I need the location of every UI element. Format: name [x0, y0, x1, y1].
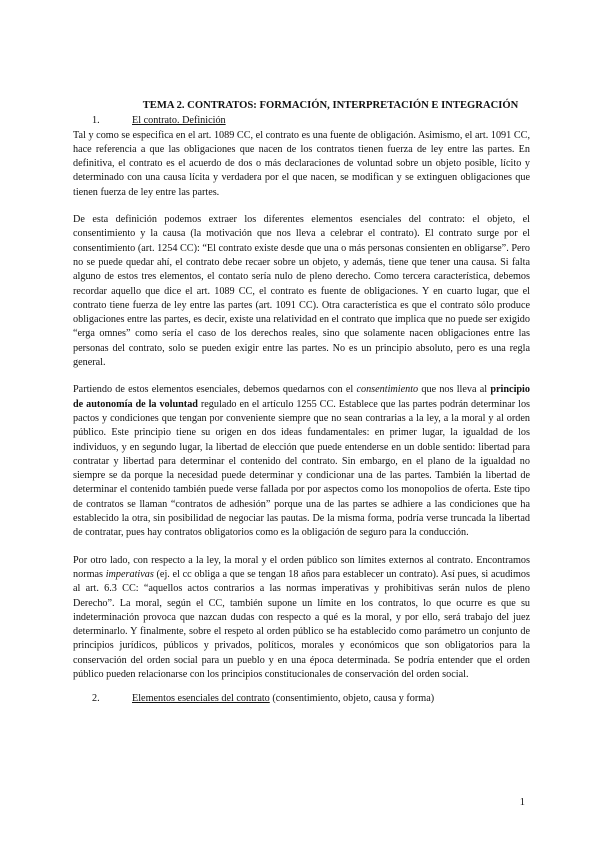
section-1-title: El contrato. Definición: [132, 115, 226, 127]
paragraph-3-text-e: regulado en el artículo 1255 CC. Establece que las partes podrán determinar los pactos y condiciones que tengan por conveniente siempre que no sean contrarias a la ley, a la moral y al orden público. Este principio tiene su origen en dos ideas fundamentales: en primer lugar, la igualdad de los individuos, y en segundo lugar, la libertad de elección que puede entenderse en un doble sentido: libertad para contratar y libertad para determinar el contenido del contrato. Sin embargo, en el plano de la igualdad no siempre se da porque la necesidad puede determinar y condicionar una de las partes. También la libertad de determinar el contenido también puede verse fallada por por aspectos como los monopolios de oferta. Este tipo de contratos se llaman “contratos de adhesión” porque una de las partes se adhiere a las condiciones que ha establecido la otra, sin posibilidad de negociar las pautas. De la misma forma, podría verse truncada la libertad de contratar, pues hay contratos obligatorios como es la obligación de seguro para la conducción.: [73, 398, 530, 539]
section-1-number: 1.: [92, 115, 100, 127]
section-2-number: 2.: [92, 693, 100, 705]
paragraph-2: De esta definición podemos extraer los diferentes elementos esenciales del contrato: el objeto, el consentimiento y la causa (la motivación que nos lleva a celebrar el contrato). El contrato surge por el consentimiento (art. 1254 CC): “El contrato existe desde que una o más personas consienten en obligarse”. Pero no se puede quedar ahí, el contrato debe recaer sobre un objeto, y además, tiene que tener una causa. Si falta alguno de estos tres elementos, el contato sería nulo de pleno derecho. Como tercera característica, debemos recordar aquello que dice el art. 1089 CC, el contrato es fuente de obligaciones. Y en cuarto lugar, que el contrato tiene fuerza de ley entre las partes (art. 1091 CC). Otra característica es que el contrato sólo produce obligaciones entre las partes, es decir, existe una relatividad en el contrato que implica que no puede ser exigido “erga omnes” como sería el caso de los derechos reales, sino que solamente nacen obligaciones entre las personas del contrato, solo se pueden exigir entre las partes. No es un principio absoluto, pero es una regla general.: [73, 214, 530, 369]
document-title: TEMA 2. CONTRATOS: FORMACIÓN, INTERPRETACIÓN E INTEGRACIÓN: [142, 100, 519, 111]
paragraph-3-text-a: Partiendo de estos elementos esenciales, debemos quedarnos con el: [73, 384, 357, 396]
section-2-suffix: (consentimiento, objeto, causa y forma): [269, 693, 435, 705]
paragraph-3-consentimiento: consentimiento: [356, 384, 419, 396]
section-2-heading: [73, 692, 530, 706]
paragraph-4-text-a: Por otro lado, con respecto a la ley, la moral y el orden público son límites externos al contrato. Encontramos normas: [73, 554, 530, 580]
paragraph-4-text-c: (ej. el cc obliga a que se tengan 18 años para establecer un contrato). Así pues, si acudimos al art. 6.3 CC: “aquellos actos contrarios a las normas imperativas y prohibitivas serán nulos de pleno Derecho”. La moral, según el CC, también supone un límite en los contratos, lo que ocurre es que su indeterminación provoca que nazcan dudas con respecto a qué es la moral, y por ello, será trabajo del juez determinarlo. Y finalmente, sobre el respeto al orden público se ha establecido como parámetro un conjunto de principios jurídicos, públicos y privados, políticos, morales y económicos que son obligatorios para la conservación del orden social para un pueblo y en una época determinada. Se podría entender que el orden público pueden relacionarse con los principios constitucionales de conservación del orden social.: [73, 568, 530, 680]
paragraph-4-imperativas: imperativas: [105, 568, 154, 580]
section-1-heading: [73, 114, 530, 128]
page-number: 1: [519, 797, 525, 808]
paragraph-1: Tal y como se especifica en el art. 1089 CC, el contrato es una fuente de obligación. Asimismo, el art. 1091 CC, hace referencia a que las obligaciones que nacen de los contratos tienen fuerza de ley entre las partes. En definitiva, el contrato es el acuerdo de dos o más declaraciones de voluntad sobre un objeto posible, lícito y determinado con una causa lícita y verdadera por el que nacen, se modifican y se extinguen obligaciones que tienen fuerza de ley entre las partes.: [73, 129, 530, 198]
document-body: [73, 99, 530, 707]
paragraph-3-principio: principio de autonomía de la voluntad: [73, 384, 530, 410]
paragraph-3-text-c: que nos lleva al: [418, 384, 491, 396]
paragraph-4: [73, 554, 530, 683]
section-2-title: Elementos esenciales del contrato: [132, 693, 270, 705]
paragraph-3: [73, 383, 530, 540]
